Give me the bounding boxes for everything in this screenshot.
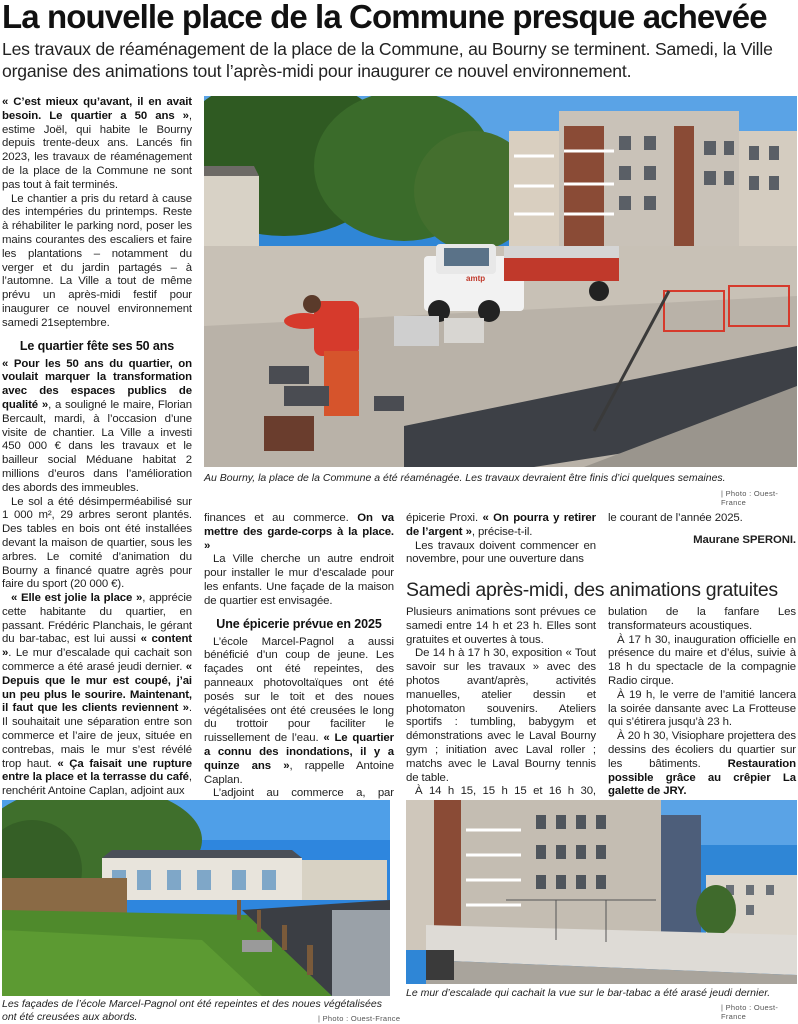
col3-paragraph-2: Les travaux doivent commencer en novembre, pour une ouverture dans xyxy=(406,539,596,566)
quote-mayor: « Pour les 50 ans du quartier, on voulait marquer la transformation avec des espaces publics de qualité » xyxy=(2,357,192,411)
col1-paragraph-4: Le sol a été désimperméabilisé sur 1 000 m², 29 arbres seront plantés. Des tables en bois ont été installées devant la maison de quartier, sous les arbres. Le comité d’animation du Bourny a financé quatre agrès pour faire du sport (20 000 €). xyxy=(2,495,192,591)
article-column-3 xyxy=(406,512,596,567)
author-byline: Maurane SPERONI. xyxy=(693,533,796,546)
main-photo-caption: Au Bourny, la place de la Commune a été réaménagée. Les travaux devraient être finis d’ici quelques semaines. xyxy=(204,472,726,484)
col2-text-a: finances et au commerce. xyxy=(204,512,358,524)
col1-text-c: . Il souhaitait une séparation entre son commerce et l’aire de jeux, située en contrebas, mais le mur s’est révélé trop haut. xyxy=(2,702,192,770)
col6-restauration: Restauration possible grâce au crêpier La galette de JRY. xyxy=(608,757,796,798)
col1-text-d: , renchérit Antoine Caplan, adjoint aux xyxy=(2,771,192,798)
article-column-5 xyxy=(406,606,596,813)
main-photo xyxy=(204,96,797,467)
col1-paragraph-2: Le chantier a pris du retard à cause des intempéries du printemps. Reste à réhabiliter le parking nord, poser les mains courantes des escaliers et faire les plantations – notamment du verger et du jardin partagés – à l’automne. La Ville a tout de même prévu un après-midi festif pour inaugurer ce nouvel environnement samedi 21septembre. xyxy=(2,192,192,329)
col1-mayor-text: , a souligné le maire, Florian Bercault, mardi, à l’occasion d’une visite de chantier. La Ville a investi 450 000 € dans les travaux et le bailleur social Méduane habitat 2 millions d’euros dans l’amélioration des abords des immeubles. xyxy=(2,398,192,494)
article-column-1 xyxy=(2,96,192,799)
quote-inondations: « Le quartier a connu des inondations, il y a quinze ans » xyxy=(204,732,394,772)
article-column-2 xyxy=(204,512,394,815)
col2-text-c: , rappelle Antoine Caplan. xyxy=(204,759,394,786)
col3-text-b: , précise-t-il. xyxy=(471,525,533,538)
article-column-6 xyxy=(608,606,796,799)
school-image xyxy=(2,800,390,996)
col5-paragraph-2: De 14 h à 17 h 30, exposition « Tout savoir sur les travaux » avec des photos avant/après, activités manuelles, atelier dessin et photomaton souvenirs. Ateliers sportifs : tumbling, babygym et démonstrations avec le Laval Bourny gym ; initiation avec Laval roller ; matchs avec le Laval Bourny tennis de table. xyxy=(406,647,596,784)
quote-rupture: « Ça faisait une rupture entre la place et la terrasse du café xyxy=(2,757,192,784)
lead-paragraph: Les travaux de réaménagement de la place de la Commune, au Bourny se terminent. Samedi, la Ville organise des animations tout l’après-midi pour inaugurer ce nouvel environnement. xyxy=(2,39,773,81)
col2-text-b: L’école Marcel-Pagnol a aussi bénéficié d’un coup de jeune. Les façades ont été repeintes, des panneaux photovoltaïques ont été posés sur le toit et des noues végétalisées ont été creusées le long du trottoir pour faciliter le ruissellement de l’eau. xyxy=(204,635,394,745)
headline: La nouvelle place de la Commune presque achevée xyxy=(2,0,767,35)
article-column-4 xyxy=(608,512,796,548)
quote-planchais: « Depuis que le mur est coupé, j’ai un peu plus le sourire. Maintenant, il faut que les clients reviennent » xyxy=(2,661,192,715)
quote-joel: « C’est mieux qu’avant, il en avait besoin. Le quartier a 50 ans » xyxy=(2,96,192,122)
square-construction-image xyxy=(204,96,797,467)
quote-content: « content » xyxy=(2,633,192,660)
col6-paragraph-3: À 19 h, le verre de l’amitié lancera la soirée dansante avec La Frotteuse qui s’étirera jusqu’à 23 h. xyxy=(608,688,796,729)
quote-garde-corps: On va mettre des garde-corps à la place. » xyxy=(204,512,394,552)
col1-text-a: , apprécie cette habitante du quartier, en passant. Frédéric Planchais, le gérant du bar-tabac, est lui aussi xyxy=(2,592,192,646)
quote-resident: « Elle est jolie la place » xyxy=(11,592,143,605)
col2-paragraph-2: La Ville cherche un autre endroit pour installer le mur d’escalade pour les enfants. Une façade de la maison de quartier est envisagée. xyxy=(204,553,394,607)
col6-paragraph-2: À 17 h 30, inauguration officielle en présence du maire et d’élus, suivie à 18 h du spectacle de la compagnie Radio cirque. xyxy=(608,633,796,687)
section-subhead: Samedi après-midi, des animations gratuites xyxy=(406,579,778,601)
wall-photo-caption: Le mur d’escalade qui cachait la vue sur le bar-tabac a été arasé jeudi dernier. xyxy=(406,987,771,999)
col1-intro-text: , estime Joël, qui habite le Bourny depuis trente-deux ans. Lancés fin 2023, les travaux de réaménagement de la place de la Commune ne sont pas tout à fait terminés. xyxy=(2,109,192,191)
heading-quartier-50-ans: Le quartier fête ses 50 ans xyxy=(19,338,175,353)
building-wall-image xyxy=(406,800,797,984)
col3-text-a: épicerie Proxi. xyxy=(406,512,483,524)
col2-paragraph-4: L’adjoint au commerce a, par xyxy=(213,787,394,800)
col4-paragraph-1: le courant de l’année 2025. xyxy=(608,512,743,524)
heading-epicerie: Une épicerie prévue en 2025 xyxy=(216,616,382,631)
col6-text-a: À 20 h 30, Visiophare projettera des dessins des écoliers du quartier sur les bâtiments. xyxy=(608,730,796,770)
school-photo-caption: Les façades de l’école Marcel-Pagnol ont été repeintes et des noues végétalisées ont été creusées aux abords. xyxy=(2,998,382,1023)
truck-logo-text: amtp xyxy=(466,274,486,283)
wall-photo-credit: | Photo : Ouest-France xyxy=(721,1003,779,1021)
school-photo xyxy=(2,800,390,996)
col6-paragraph-1: bulation de la fanfare Les transformateurs acoustiques. xyxy=(608,606,796,632)
quote-argent: « On pourra y retirer de l’argent » xyxy=(406,512,596,538)
wall-photo xyxy=(406,800,797,984)
col1-text-b: . Le mur d’escalade qui cachait son commerce a été arasé jeudi dernier. xyxy=(2,647,192,674)
col5-paragraph-1: Plusieurs animations sont prévues ce samedi entre 14 h et 23 h. Elles sont gratuites et ouvertes à tous. xyxy=(406,606,596,646)
col5-paragraph-3: À 14 h 15, 15 h 15 et 16 h 30, xyxy=(415,785,596,798)
main-photo-credit: | Photo : Ouest-France xyxy=(721,489,779,507)
school-photo-credit: | Photo : Ouest-France xyxy=(318,1014,401,1023)
